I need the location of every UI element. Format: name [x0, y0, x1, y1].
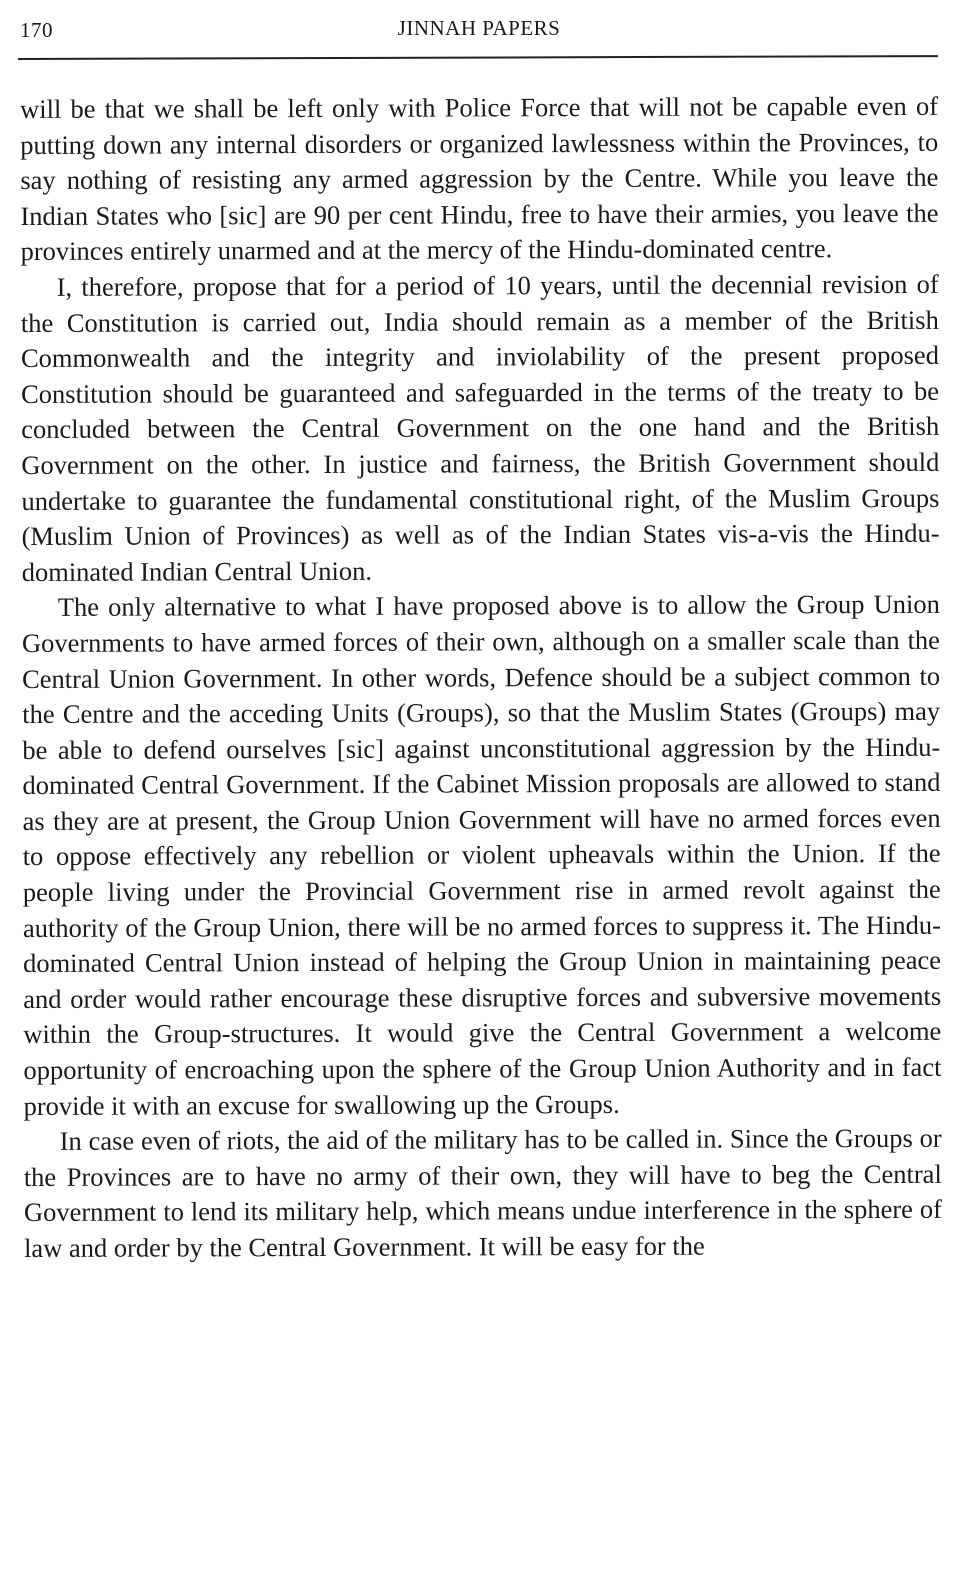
- page-number: 170: [20, 18, 53, 42]
- paragraph-proposal: I, therefore, propose that for a period of 10 years, until the decennial revision of the Constitution is carried out, India should remain as a member of the British Commonwealth and the integrity and inviolability of the present proposed Constitution should be guaranteed and safeguarded in the terms of the treaty to be concluded between the Central Government on the one hand and the British Government on the other. In justice and fairness, the British Government should undertake to guarantee the fundamental constitutional right, of the Muslim Groups (Muslim Union of Provinces) as well as of the Indian States vis-a-vis the Hindu-dominated Indian Central Union.: [20, 268, 940, 587]
- running-head: [20, 14, 938, 48]
- running-head-title: JINNAH PAPERS: [397, 16, 561, 40]
- paragraph-continued: will be that we shall be left only with Police Force that will not be capable even of putting down any internal disorders or organized lawlessness within the Provinces, to say nothing of resisting any armed aggression by the Centre. While you leave the Indian States who [sic] are 90 per cent Hindu, free to have their armies, you leave the provinces entirely unarmed and at the mercy of the Hindu-dominated centre.: [20, 90, 939, 267]
- paragraph-riots: In case even of riots, the aid of the military has to be called in. Since the Groups or the Provinces are to have no army of their own, they will have to beg the Central Government to lend its military help, which means undue interference in the sphere of law and order by the Central Government. It will be easy for the: [23, 1123, 942, 1263]
- header-divider: [18, 55, 938, 60]
- body-text: [20, 89, 942, 1267]
- paragraph-alternative: The only alternative to what I have proposed above is to allow the Group Union Governments to have armed forces of their own, although on a smaller scale than the Central Union Government. In other words, Defence should be a subject common to the Centre and the acceding Units (Groups), so that the Muslim States (Groups) may be able to defend ourselves [sic] against unconstitutional aggression by the Hindu-dominated Central Government. If the Cabinet Mission proposals are allowed to stand as they are at present, the Group Union Government will have no armed forces even to oppose effectively any rebellion or violent upheavals within the Union. If the people living under the Provincial Government rise in armed revolt against the authority of the Group Union, there will be no armed forces to suppress it. The Hindu-dominated Central Union instead of helping the Group Union in maintaining peace and order would rather encourage these disruptive forces and subversive movements within the Group-structures. It would give the Central Government a welcome opportunity of encroaching upon the sphere of the Group Union Authority and in fact provide it with an excuse for swallowing up the Groups.: [21, 589, 942, 1121]
